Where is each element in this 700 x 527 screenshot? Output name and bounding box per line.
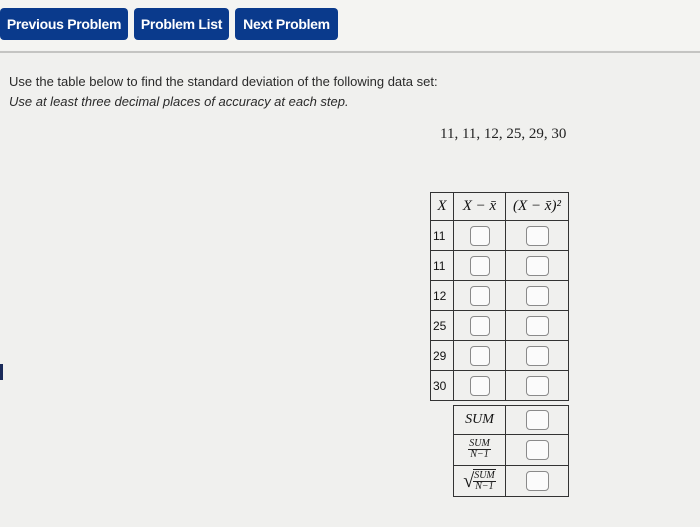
problem-list-button[interactable]: Problem List [134, 8, 229, 40]
previous-problem-button[interactable]: Previous Problem [0, 8, 128, 40]
std-dev-row [431, 466, 569, 497]
sum-row [431, 406, 569, 435]
scroll-marker [0, 364, 3, 380]
x-value: 11 [431, 251, 454, 281]
table-row [431, 251, 569, 281]
table-row [431, 221, 569, 251]
standard-deviation-table [430, 192, 569, 497]
header-x: X [431, 193, 454, 221]
x-value: 25 [431, 311, 454, 341]
sum-label: SUM [454, 406, 506, 435]
deviation-input[interactable] [470, 346, 490, 366]
header-squared-deviation: (X − x̄)² [506, 193, 569, 221]
squared-deviation-input[interactable] [526, 316, 549, 336]
squared-deviation-input[interactable] [526, 226, 549, 246]
table-row [431, 281, 569, 311]
variance-input[interactable] [526, 440, 549, 460]
sum-input[interactable] [526, 410, 549, 430]
squared-deviation-input[interactable] [526, 256, 549, 276]
table-row [431, 311, 569, 341]
next-problem-button[interactable]: Next Problem [235, 8, 338, 40]
header-deviation: X − x̄ [454, 193, 506, 221]
deviation-input[interactable] [470, 376, 490, 396]
squared-deviation-input[interactable] [526, 376, 549, 396]
x-value: 11 [431, 221, 454, 251]
fraction-denominator: N−1 [475, 480, 494, 492]
deviation-input[interactable] [470, 226, 490, 246]
variance-fraction [468, 439, 491, 460]
problem-content [0, 53, 700, 527]
deviation-input[interactable] [470, 256, 490, 276]
fraction-numerator: SUM [469, 437, 490, 449]
square-root-expression [463, 469, 496, 494]
deviation-input[interactable] [470, 286, 490, 306]
squared-deviation-input[interactable] [526, 346, 549, 366]
x-value: 30 [431, 371, 454, 401]
top-navigation-bar [0, 0, 700, 50]
variance-row [431, 435, 569, 466]
fraction-numerator: SUM [474, 469, 495, 481]
deviation-input[interactable] [470, 316, 490, 336]
data-set: 11, 11, 12, 25, 29, 30 [440, 126, 567, 142]
square-root-icon: √ [463, 469, 475, 492]
std-dev-input[interactable] [526, 471, 549, 491]
x-value: 12 [431, 281, 454, 311]
table-header-row [431, 193, 569, 221]
x-value: 29 [431, 341, 454, 371]
fraction-denominator: N−1 [470, 448, 489, 460]
table-row [431, 371, 569, 401]
table-row [431, 341, 569, 371]
squared-deviation-input[interactable] [526, 286, 549, 306]
instruction-text: Use the table below to find the standard deviation of the following data set: [9, 74, 438, 89]
accuracy-note: Use at least three decimal places of accuracy at each step. [9, 94, 349, 109]
